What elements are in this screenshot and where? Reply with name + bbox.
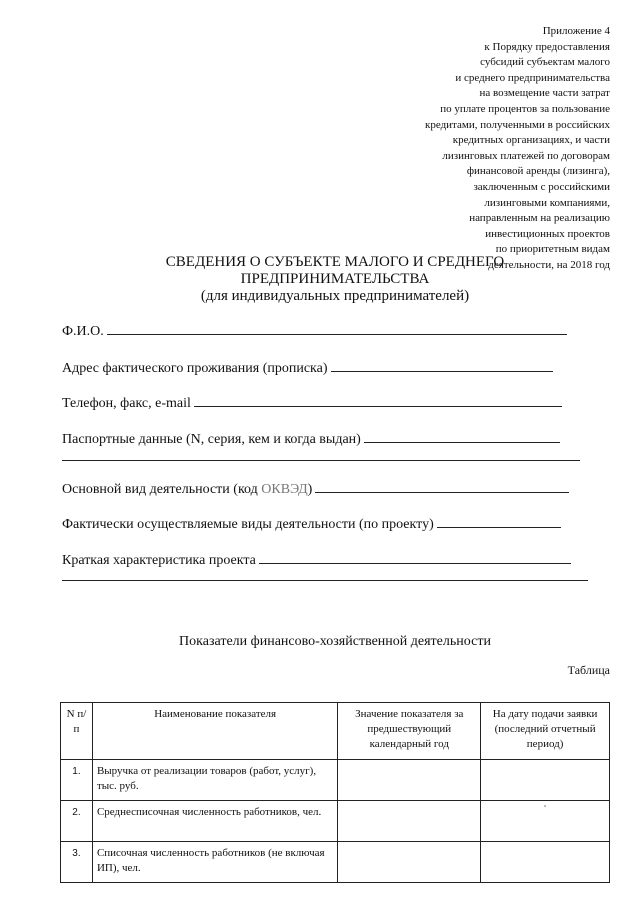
activity-label-prefix: Основной вид деятельности (код	[62, 482, 262, 497]
fio-input-line[interactable]	[107, 322, 567, 335]
address-label: Адрес фактического проживания (прописка)	[62, 361, 328, 376]
title-line-1: СВЕДЕНИЯ О СУБЪЕКТЕ МАЛОГО И СРЕДНЕГО	[165, 254, 505, 270]
row-previous-value-cell[interactable]	[338, 842, 481, 883]
section-title: Показатели финансово-хозяйственной деятельности	[179, 634, 491, 649]
row-current-value-cell[interactable]	[481, 801, 610, 842]
row-current-value-cell[interactable]	[481, 842, 610, 883]
project-continuation-line[interactable]	[62, 580, 588, 581]
fio-field	[62, 322, 567, 341]
table-row	[61, 801, 610, 842]
project-label: Краткая характеристика проекта	[62, 553, 256, 568]
activity-input-line[interactable]	[315, 480, 569, 493]
appendix-line: инвестиционных проектов	[485, 227, 610, 240]
passport-continuation-line[interactable]	[62, 460, 580, 461]
document-title	[60, 254, 610, 305]
appendix-line: деятельности, на 2018 год	[488, 258, 610, 271]
row-current-value-cell[interactable]	[481, 760, 610, 801]
appendix-line: субсидий субъектам малого	[480, 56, 610, 69]
appendix-line: финансовой аренды (лизинга),	[466, 165, 610, 178]
table-header-row	[61, 703, 610, 760]
appendix-line: кредитами, полученными в российских	[424, 118, 610, 131]
project-field	[62, 551, 571, 570]
row-number: 3.	[61, 842, 93, 883]
table-row	[61, 842, 610, 883]
activity-label-suffix: )	[307, 482, 313, 497]
row-previous-value-cell[interactable]	[338, 801, 481, 842]
row-previous-value-cell[interactable]	[338, 760, 481, 801]
appendix-line: Приложение 4	[542, 25, 610, 37]
appendix-line: к Порядку предоставления	[484, 40, 610, 53]
activity-field	[62, 480, 569, 499]
project-input-line[interactable]	[259, 551, 571, 564]
row-indicator-name: Выручка от реализации товаров (работ, услуг), тыс. руб.	[92, 760, 337, 801]
appendix-line: и среднего предпринимательства	[455, 71, 610, 84]
table-row	[61, 760, 610, 801]
appendix-line: заключенным с российскими	[473, 180, 610, 193]
header-number: N п/п	[61, 703, 93, 760]
fio-label: Ф.И.О.	[62, 324, 104, 339]
address-input-line[interactable]	[331, 359, 553, 372]
actual-activities-input-line[interactable]	[437, 515, 561, 528]
appendix-line: по уплате процентов за пользование	[440, 102, 610, 115]
stray-mark: ˚	[543, 804, 547, 814]
row-number: 1.	[61, 760, 93, 801]
appendix-line: на возмещение части затрат	[479, 87, 610, 100]
passport-field	[62, 430, 560, 449]
okved-code: ОКВЭД	[261, 482, 308, 497]
title-line-3: (для индивидуальных предпринимателей)	[200, 288, 470, 304]
appendix-line: кредитных организациях, и части	[452, 134, 610, 147]
passport-input-line[interactable]	[364, 430, 560, 443]
address-field	[62, 359, 553, 378]
phone-input-line[interactable]	[194, 394, 562, 407]
appendix-line: по приоритетным видам	[495, 243, 610, 256]
indicators-table	[60, 702, 610, 883]
title-line-2: ПРЕДПРИНИМАТЕЛЬСТВА	[240, 271, 430, 287]
header-indicator-name: Наименование показателя	[92, 703, 337, 760]
actual-activities-field	[62, 515, 561, 534]
appendix-note	[350, 24, 610, 274]
actual-activities-label: Фактически осуществляемые виды деятельности (по проекту)	[62, 517, 434, 532]
header-previous-year-value: Значение показателя за предшествующий календарный год	[338, 703, 481, 760]
appendix-line: направленным на реализацию	[469, 212, 610, 225]
appendix-line: лизинговых платежей по договорам	[442, 149, 610, 162]
header-current-value: На дату подачи заявки (последний отчетный период)	[481, 703, 610, 760]
passport-label: Паспортные данные (N, серия, кем и когда выдан)	[62, 432, 361, 447]
appendix-line: лизинговыми компаниями,	[484, 196, 610, 209]
phone-label: Телефон, факс, e-mail	[62, 396, 191, 411]
row-indicator-name: Списочная численность работников (не включая ИП), чел.	[92, 842, 337, 883]
table-label: Таблица	[567, 663, 610, 677]
row-indicator-name: Среднесписочная численность работников, чел.	[92, 801, 337, 842]
row-number: 2.	[61, 801, 93, 842]
phone-field	[62, 394, 562, 413]
